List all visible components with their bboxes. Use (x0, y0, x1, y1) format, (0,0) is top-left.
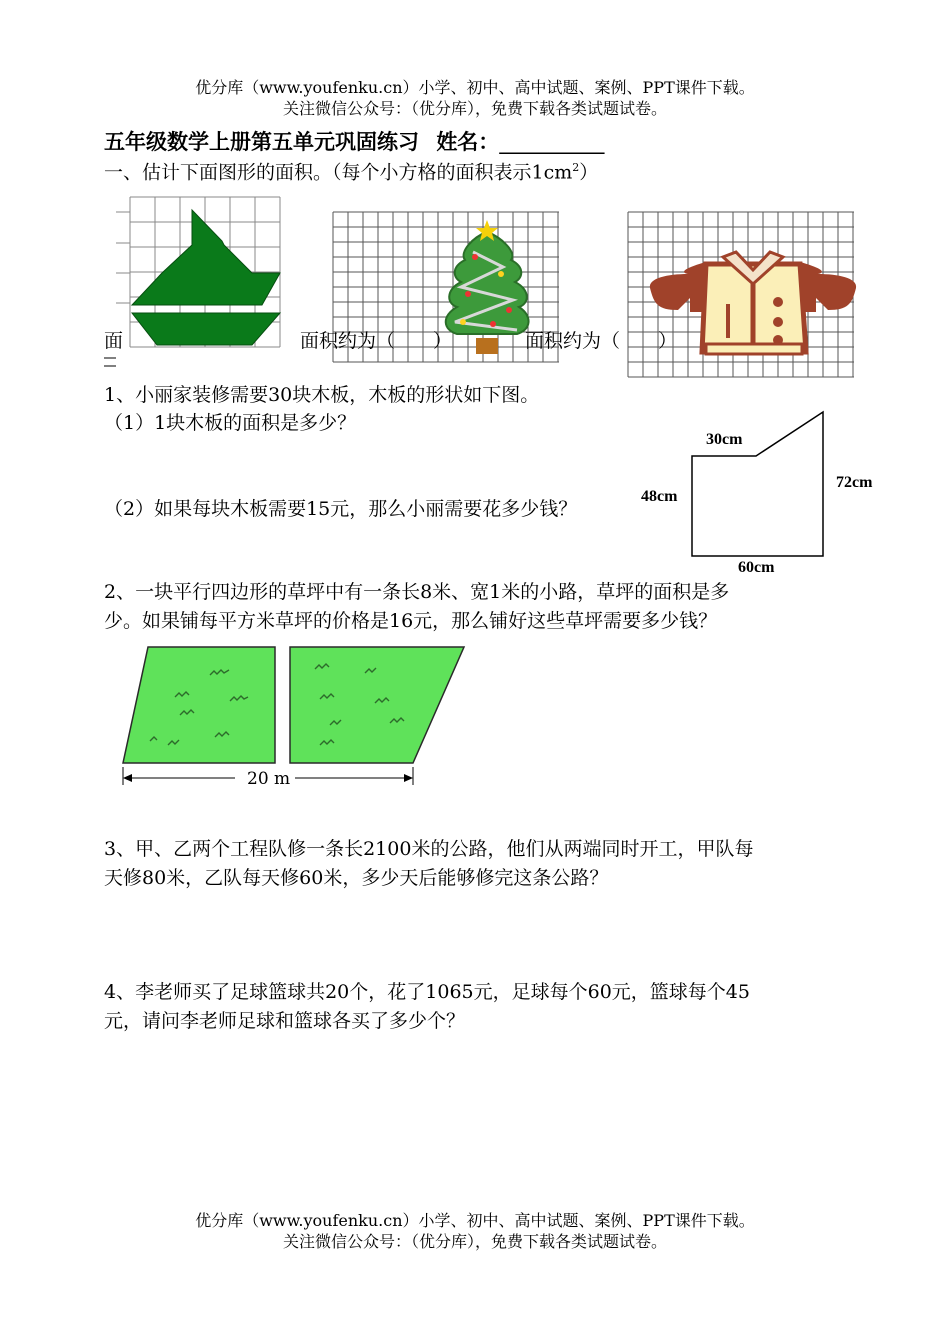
area-label-1: 面 (104, 330, 124, 352)
section1-text: 一、估计下面图形的面积。（每个小方格的面积表示1cm (104, 161, 573, 184)
name-label: 姓名： (436, 130, 500, 154)
area-label-3: 面积约为（ ） (525, 330, 678, 352)
page-title (104, 126, 604, 156)
q1-dim-top: 30cm (706, 431, 743, 448)
q3-line2: 天修80米，乙队每天修60米，多少天后能够修完这条公路？ (104, 867, 609, 889)
footer-line-1: 优分库（www.youfenku.cn）小学、初中、高中试题、案例、PPT课件下载。 (195, 1211, 755, 1230)
footer-line-2: 关注微信公众号：（优分库），免费下载各类试题试卷。 (282, 1232, 667, 1251)
q2-line1: 2、一块平行四边形的草坪中有一条长8米、宽1米的小路，草坪的面积是多 (104, 581, 730, 603)
header-line-2: 关注微信公众号：（优分库），免费下载各类试题试卷。 (282, 99, 667, 118)
q1-sub1: （1）1块木板的面积是多少？ (104, 412, 357, 434)
section1-instruction (104, 153, 598, 187)
q1-dim-left: 48cm (641, 488, 678, 505)
q1-text: 1、小丽家装修需要30块木板，木板的形状如下图。 (104, 384, 540, 406)
q2-line2: 少。如果铺每平方米草坪的价格是16元，那么铺好这些草坪需要多少钱？ (104, 610, 718, 632)
area-label-2: 面积约为（ ） (300, 330, 453, 352)
figure-green-shape (112, 195, 292, 385)
title-text: 五年级数学上册第五单元巩固练习 (104, 130, 419, 154)
q1-sub2: （2）如果每块木板需要15元，那么小丽需要花多少钱？ (104, 498, 578, 520)
q2-lawn-figure (120, 645, 470, 795)
q4-line1: 4、李老师买了足球篮球共20个，花了1065元，足球每个60元，篮球每个45 (104, 981, 750, 1003)
section1-close: ） (579, 161, 599, 184)
q4-line2: 元，请问李老师足球和篮球各买了多少个？ (104, 1010, 466, 1032)
name-blank: __________ (499, 130, 605, 154)
figure-tick-marks (104, 356, 118, 368)
figure-jacket (628, 212, 864, 380)
q2-dim: 20 m (247, 769, 291, 789)
section1-superscript: 2 (572, 161, 580, 174)
q1-dim-bottom: 60cm (738, 559, 775, 576)
q3-line1: 3、甲、乙两个工程队修一条长2100米的公路，他们从两端同时开工，甲队每 (104, 838, 754, 860)
q1-dim-right: 72cm (836, 474, 873, 491)
header-line-1: 优分库（www.youfenku.cn）小学、初中、高中试题、案例、PPT课件下载。 (195, 78, 755, 97)
